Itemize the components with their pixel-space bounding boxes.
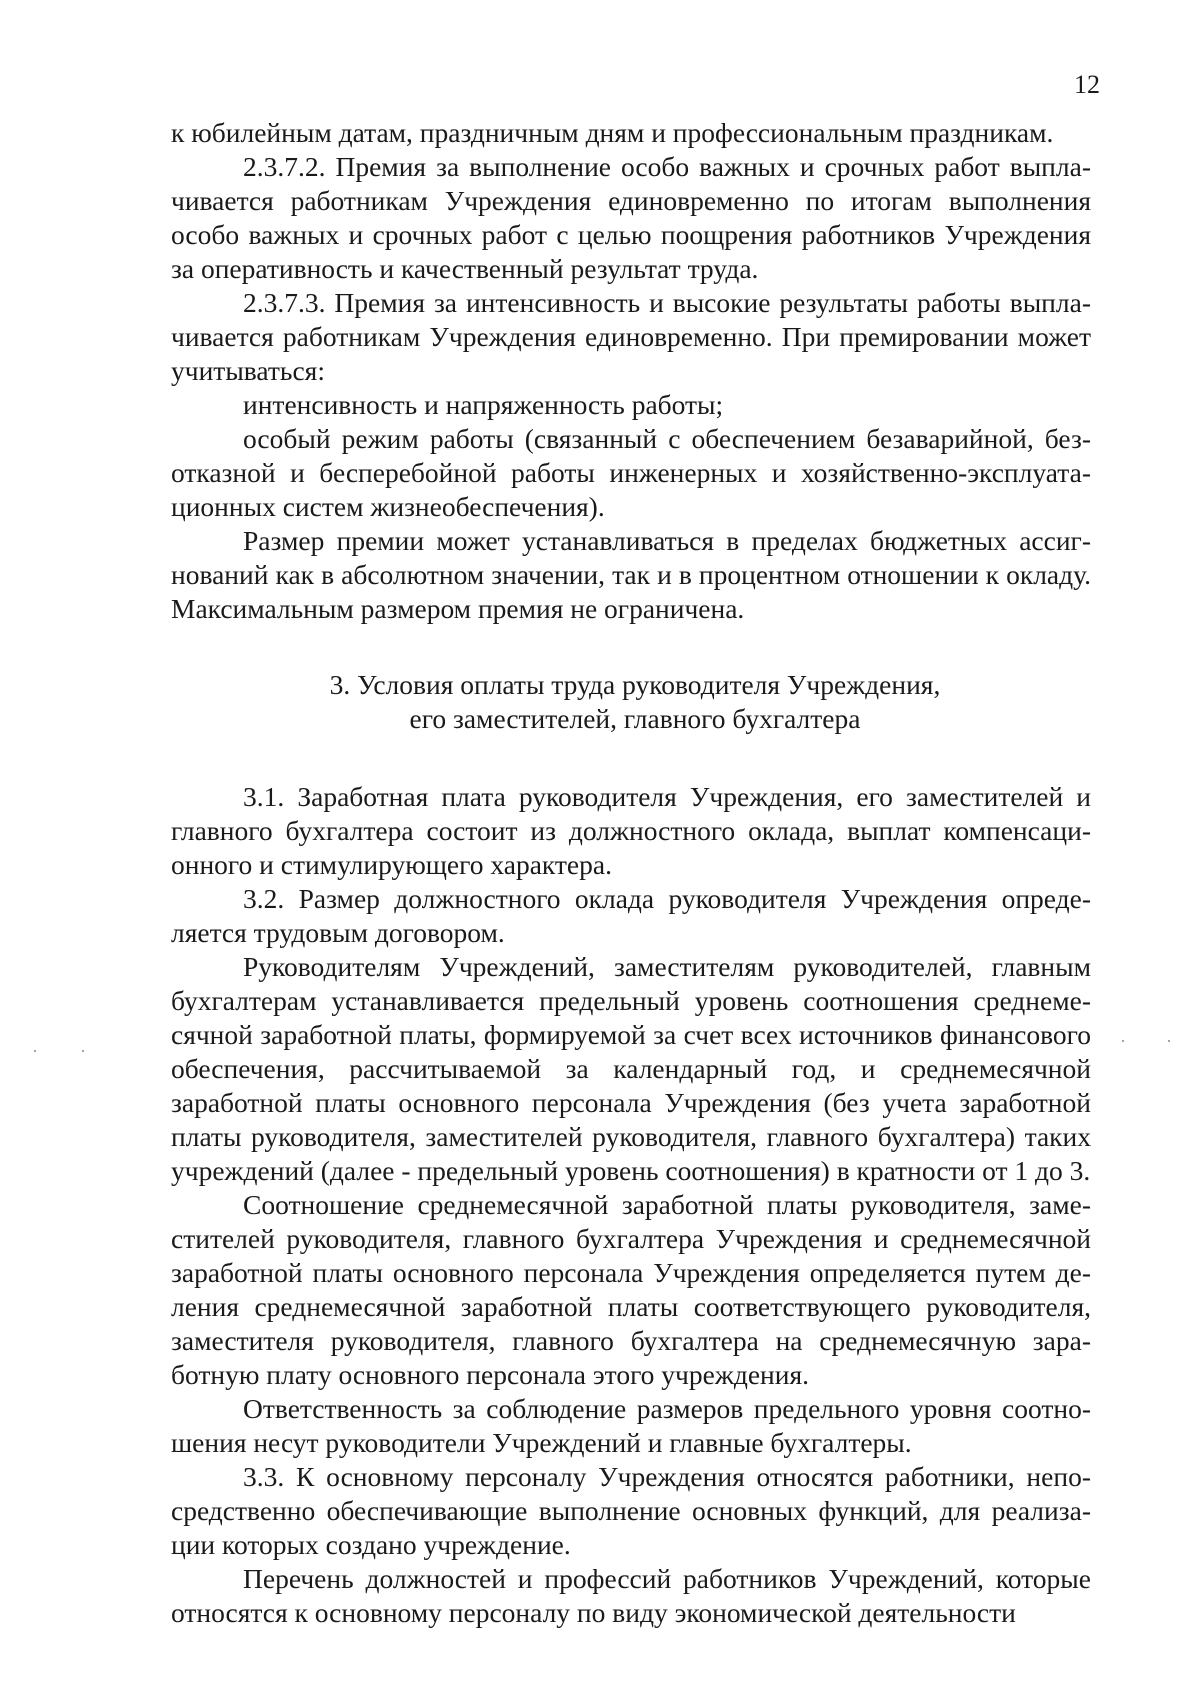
section-heading-line: его заместителей, главного бухгалтера	[409, 703, 861, 734]
section-heading-line: 3. Условия оплаты труда руководителя Учреждения,	[329, 669, 941, 700]
page-number: 12	[1074, 70, 1100, 99]
scan-artifact	[1168, 1040, 1170, 1042]
paragraph: 3.2. Размер должностного оклада руководителя Учреждения определяется трудовым договором.	[171, 883, 1091, 948]
paragraph: интенсивность и напряженность работы;	[243, 389, 724, 420]
paragraph: Перечень должностей и профессий работников Учреждений, которые относятся к основному персоналу по виду экономической деятельности	[171, 1563, 1091, 1628]
paragraph: Ответственность за соблюдение размеров предельного уровня соотношения несут руководители Учреждений и главные бухгалтеры.	[171, 1393, 1091, 1458]
paragraph: Соотношение среднемесячной заработной платы руководителя, заместителей руководителя, главного бухгалтера Учреждения и среднемесячной заработной платы основного персонала Учреждения определяется путем деления среднемесячной заработной платы соответствующего руководителя, заместителя руководителя, главного бухгалтера на среднемесячную заработную плату основного персонала этого учреждения.	[171, 1189, 1091, 1390]
paragraph: Руководителям Учреждений, заместителям руководителей, главным бухгалтерам устанавливается предельный уровень соотношения среднемесячной заработной платы, формируемой за счет всех источников финансового обеспечения, рассчитываемой за календарный год, и среднемесячной заработной платы основного персонала Учреждения (без учета заработной платы руководителя, заместителей руководителя, главного бухгалтера) таких учреждений (далее - предельный уровень соотношения) в кратности от 1 до 3.	[171, 951, 1091, 1186]
paragraph: особый режим работы (связанный с обеспечением безаварийной, безотказной и бесперебойной работы инженерных и хозяйственно-эксплуатационных систем жизнеобеспечения).	[171, 423, 1091, 522]
paragraph: к юбилейным датам, праздничным дням и профессиональным праздникам.	[171, 117, 1054, 148]
scan-artifact	[34, 1050, 36, 1052]
paragraph: Размер премии может устанавливаться в пределах бюджетных ассигнований как в абсолютном значении, так и в процентном отношении к окладу. Максимальным размером премия не ограничена.	[171, 525, 1091, 624]
scan-artifact	[1122, 1040, 1124, 1042]
document-body	[171, 116, 1091, 1630]
paragraph: 2.3.7.2. Премия за выполнение особо важных и срочных работ выплачивается работникам Учреждения единовременно по итогам выполнения особо важных и срочных работ с целью поощрения работников Учреждения за оперативность и качественный результат труда.	[171, 151, 1091, 284]
scan-artifact	[82, 1050, 84, 1052]
paragraph: 2.3.7.3. Премия за интенсивность и высокие результаты работы выплачивается работникам Учреждения единовременно. При премировании может учитываться:	[171, 287, 1091, 386]
paragraph: 3.3. К основному персоналу Учреждения относятся работники, непосредственно обеспечивающие выполнение основных функций, для реализации которых создано учреждение.	[171, 1461, 1091, 1560]
section-heading	[171, 668, 1091, 736]
paragraph: 3.1. Заработная плата руководителя Учреждения, его заместителей и главного бухгалтера состоит из должностного оклада, выплат компенсационного и стимулирующего характера.	[171, 781, 1091, 880]
